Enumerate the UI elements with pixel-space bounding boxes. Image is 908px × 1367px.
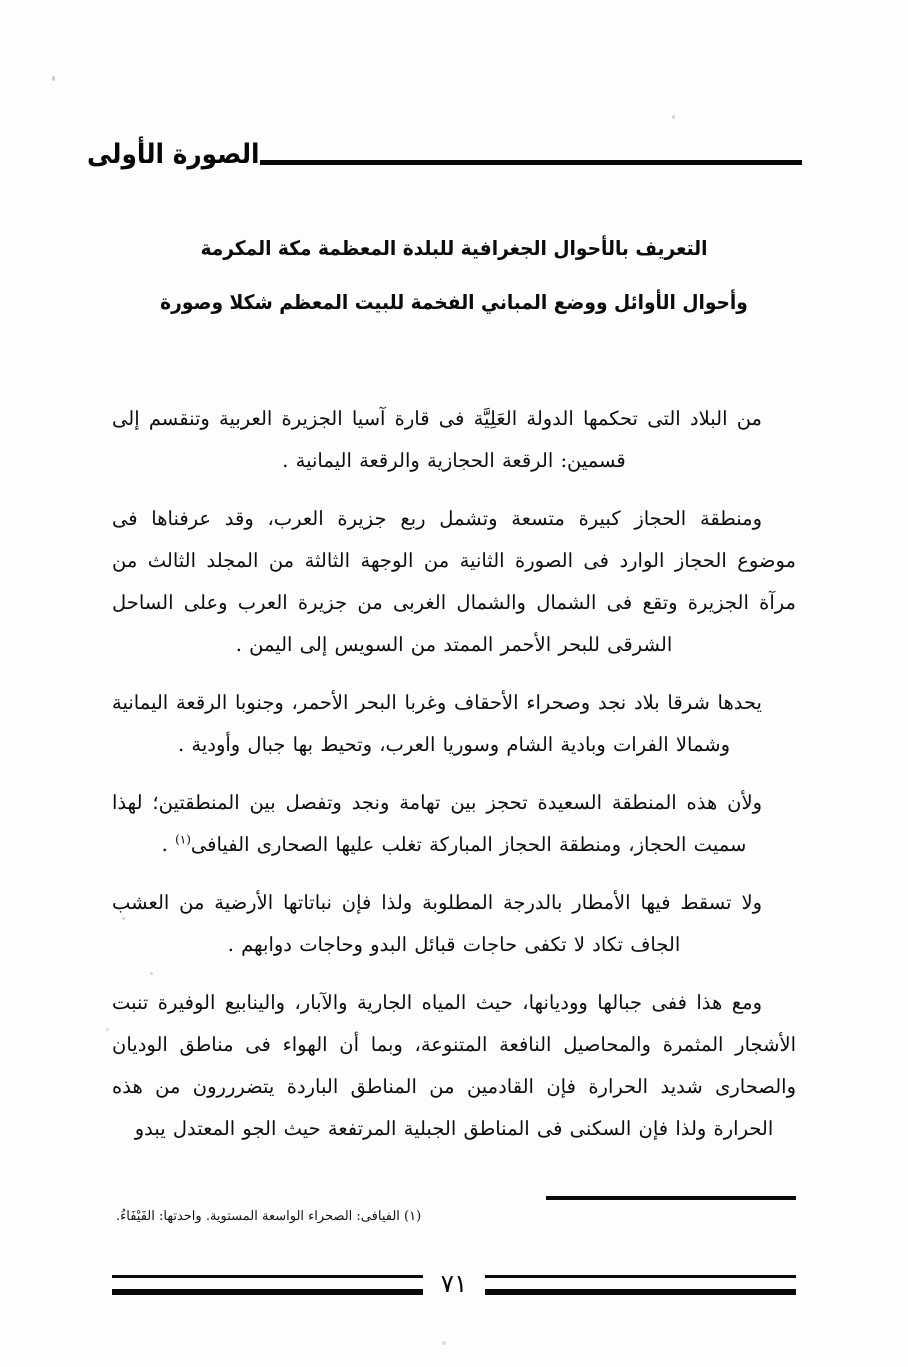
paragraph: يحدها شرقا بلاد نجد وصحراء الأحقاف وغربا البحر الأحمر، وجنوبا الرقعة اليمانية وشمالا الفرات وبادية الشام وسوريا العرب، وتحيط بها جبال وأودية . (112, 691, 762, 756)
footnote-separator-rule (546, 1196, 796, 1200)
paragraph-text: ولأن هذه المنطقة السعيدة تحجز بين تهامة ونجد وتفصل بين المنطقتين؛ لهذا سميت الحجاز، ومنطقة الحجاز المباركة تغلب عليها الصحارى الفيافى (112, 791, 762, 856)
body-text (112, 398, 796, 1150)
paragraph-tail: . (161, 833, 176, 856)
folio (112, 1269, 796, 1298)
folio-rule-right (112, 1275, 423, 1295)
paragraph-with-footnote-ref (112, 782, 796, 866)
scan-speck (672, 115, 675, 119)
paragraph: ولا تسقط فيها الأمطار بالدرجة المطلوبة ولذا فإن نباتاتها الأرضية من العشب الجاف تكاد لا تكفى حاجات قبائل البدو وحاجات دوابهم . (112, 891, 762, 956)
scan-speck (442, 1341, 446, 1345)
paragraph: ومنطقة الحجاز كبيرة متسعة وتشمل ربع جزيرة العرب، وقد عرفناها فى موضوع الحجاز الوارد فى الصورة الثانية من الوجهة الثالثة من المجلد الثالث من مرآة الجزيرة وتقع فى الشمال والشمال الغربى من جزيرة العرب وعلى الساحل الشرقى للبحر الأحمر الممتد من السويس إلى اليمن . (112, 507, 796, 656)
scan-speck (52, 76, 55, 81)
running-head (72, 128, 800, 170)
page-number: ٧١ (440, 1269, 468, 1298)
folio-rule-left (485, 1275, 796, 1295)
running-head-rule (260, 160, 802, 165)
scan-speck (106, 1028, 109, 1031)
paragraph: ومع هذا ففى جبالها ووديانها، حيث المياه الجارية والآبار، والينابيع الوفيرة تنبت الأشجار المثمرة والمحاصيل النافعة المتنوعة، وبما أن الهواء فى مناطق الوديان والصحارى شديد الحرارة فإن القادمين من المناطق الباردة يتضرررون من هذه الحرارة ولذا فإن السكنى فى المناطق الجبلية المرتفعة حيث الجو المعتدل يبدو (112, 991, 796, 1140)
paragraph: من البلاد التى تحكمها الدولة العَلِيَّة فى قارة آسيا الجزيرة العربية وتنقسم إلى قسمين: الرقعة الحجازية والرقعة اليمانية . (112, 407, 762, 472)
footnote-text: (١) الفيافى: الصحراء الواسعة المستوية. واحدتها: الفَيْفَاءُ. (116, 1209, 422, 1224)
running-head-label: الصورة الأولى (87, 139, 260, 170)
page-title-line-2: وأحوال الأوائل ووضع المباني الفخمة للبيت المعظم شكلا وصورة (160, 290, 748, 314)
page-title-line-1: التعريف بالأحوال الجغرافية للبلدة المعظمة مكة المكرمة (200, 236, 708, 260)
footnote-area (112, 1196, 796, 1227)
footnote-reference-marker[interactable]: (١) (175, 832, 191, 847)
page-title (110, 236, 798, 314)
